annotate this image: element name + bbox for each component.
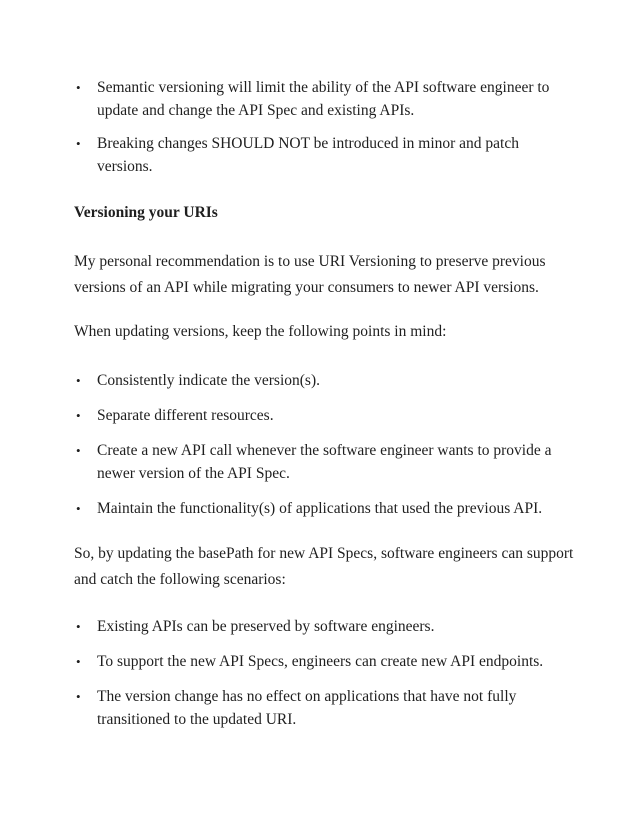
list-item	[74, 497, 574, 520]
bullet-icon: •	[76, 408, 81, 423]
bullet-list-scenarios	[74, 615, 574, 731]
list-item	[74, 76, 574, 122]
list-item	[74, 404, 574, 427]
bullet-list-semantic-versioning	[74, 76, 574, 178]
paragraph-recommendation: My personal recommendation is to use URI Versioning to preserve previous versions of an API while migrating your consumers to newer API versions.	[74, 253, 546, 296]
bullet-icon: •	[76, 443, 81, 458]
bullet-icon: •	[76, 689, 81, 704]
list-item	[74, 439, 574, 485]
list-item-text: Breaking changes SHOULD NOT be introduced in minor and patch versions.	[97, 135, 519, 175]
list-item-text: Create a new API call whenever the software engineer wants to provide a newer version of the API Spec.	[97, 442, 552, 482]
list-item-text: Separate different resources.	[97, 407, 274, 424]
list-item-text: The version change has no effect on applications that have not fully transitioned to the updated URI.	[97, 688, 517, 728]
list-item	[74, 685, 574, 731]
bullet-icon: •	[76, 80, 81, 95]
list-item-text: To support the new API Specs, engineers can create new API endpoints.	[97, 653, 544, 670]
bullet-icon: •	[76, 501, 81, 516]
list-item	[74, 615, 574, 638]
list-item-text: Existing APIs can be preserved by software engineers.	[97, 618, 435, 635]
bullet-icon: •	[76, 373, 81, 388]
paragraph-points-intro: When updating versions, keep the following points in mind:	[74, 323, 447, 340]
list-item-text: Maintain the functionality(s) of applications that used the previous API.	[97, 500, 543, 517]
list-item-text: Consistently indicate the version(s).	[97, 372, 320, 389]
list-item	[74, 369, 574, 392]
list-item-text: Semantic versioning will limit the ability of the API software engineer to update and change the API Spec and existing APIs.	[97, 79, 550, 119]
section-heading: Versioning your URIs	[74, 204, 218, 221]
list-item	[74, 650, 574, 673]
bullet-icon: •	[76, 619, 81, 634]
list-item	[74, 132, 574, 178]
bullet-list-update-points	[74, 369, 574, 520]
bullet-icon: •	[76, 136, 81, 151]
paragraph-basepath: So, by updating the basePath for new API Specs, software engineers can support and catch the following scenarios:	[74, 545, 574, 588]
bullet-icon: •	[76, 654, 81, 669]
